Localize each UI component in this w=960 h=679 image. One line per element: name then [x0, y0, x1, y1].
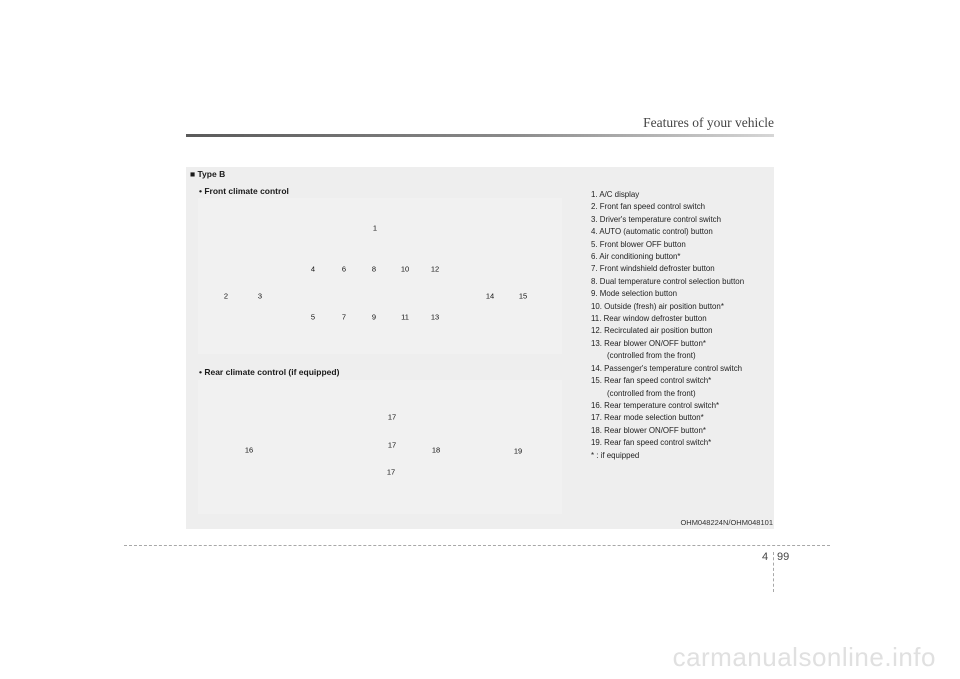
legend-item: 12. Recirculated air position button	[591, 326, 713, 336]
chapter-number: 4	[762, 551, 769, 563]
legend-item: 2. Front fan speed control switch	[591, 202, 706, 212]
callout-6: 6	[341, 264, 347, 274]
legend-footnote: * : if equipped	[591, 450, 640, 460]
callout-3: 3	[257, 291, 263, 301]
callout-13: 13	[430, 312, 440, 322]
legend-item: 3. Driver's temperature control switch	[591, 214, 721, 224]
front-climate-illustration	[198, 198, 562, 354]
legend-item: 4. AUTO (automatic control) button	[591, 227, 713, 237]
legend-item: 10. Outside (fresh) air position button*	[591, 301, 724, 311]
callout-16: 16	[244, 445, 254, 455]
type-label: ■ Type B	[190, 169, 226, 179]
watermark: carmanualsonline.info	[672, 642, 936, 672]
page-number: 99	[777, 551, 790, 563]
callout-9: 9	[371, 312, 377, 322]
callout-10: 10	[400, 264, 410, 274]
front-climate-label: • Front climate control	[199, 186, 289, 196]
callout-17-middle: 17	[387, 440, 397, 450]
callout-7: 7	[341, 312, 347, 322]
callout-12: 12	[430, 264, 440, 274]
callout-15: 15	[518, 291, 528, 301]
legend-item: 5. Front blower OFF button	[591, 239, 686, 249]
callout-1: 1	[372, 223, 378, 233]
legend-item: 17. Rear mode selection button*	[591, 413, 704, 423]
footer-divider	[773, 552, 774, 592]
image-code: OHM048224N/OHM048101	[680, 518, 773, 527]
legend-item: 8. Dual temperature control selection button	[591, 276, 745, 286]
header-rule	[186, 134, 774, 137]
legend-item: 15. Rear fan speed control switch*	[591, 376, 712, 386]
legend-item: 6. Air conditioning button*	[591, 252, 681, 262]
legend-item: 1. A/C display	[591, 190, 640, 199]
legend-item: 18. Rear blower ON/OFF button*	[591, 425, 706, 435]
callout-17-top: 17	[387, 412, 397, 422]
callout-2: 2	[223, 291, 229, 301]
callout-4: 4	[310, 264, 316, 274]
legend-item: 11. Rear window defroster button	[591, 314, 707, 324]
callout-8: 8	[371, 264, 377, 274]
callout-18: 18	[431, 445, 441, 455]
rear-climate-label: • Rear climate control (if equipped)	[199, 367, 340, 377]
legend-list	[591, 189, 781, 462]
legend-item: 19. Rear fan speed control switch*	[591, 438, 712, 448]
legend-item: 9. Mode selection button	[591, 289, 677, 299]
callout-5: 5	[310, 312, 316, 322]
callout-19: 19	[513, 446, 523, 456]
legend-item: 13. Rear blower ON/OFF button*	[591, 338, 706, 348]
page-header-title: Features of your vehicle	[643, 115, 774, 130]
legend-item: 7. Front windshield defroster button	[591, 264, 715, 274]
callout-11: 11	[401, 312, 409, 322]
legend-item: 14. Passenger's temperature control switch	[591, 363, 743, 373]
legend-item-note: (controlled from the front)	[607, 351, 696, 361]
legend-item: 16. Rear temperature control switch*	[591, 400, 720, 410]
callout-14: 14	[485, 291, 495, 301]
footer-rule	[124, 545, 830, 546]
callout-17-bottom: 17	[386, 467, 396, 477]
legend-item-note: (controlled from the front)	[607, 388, 696, 398]
